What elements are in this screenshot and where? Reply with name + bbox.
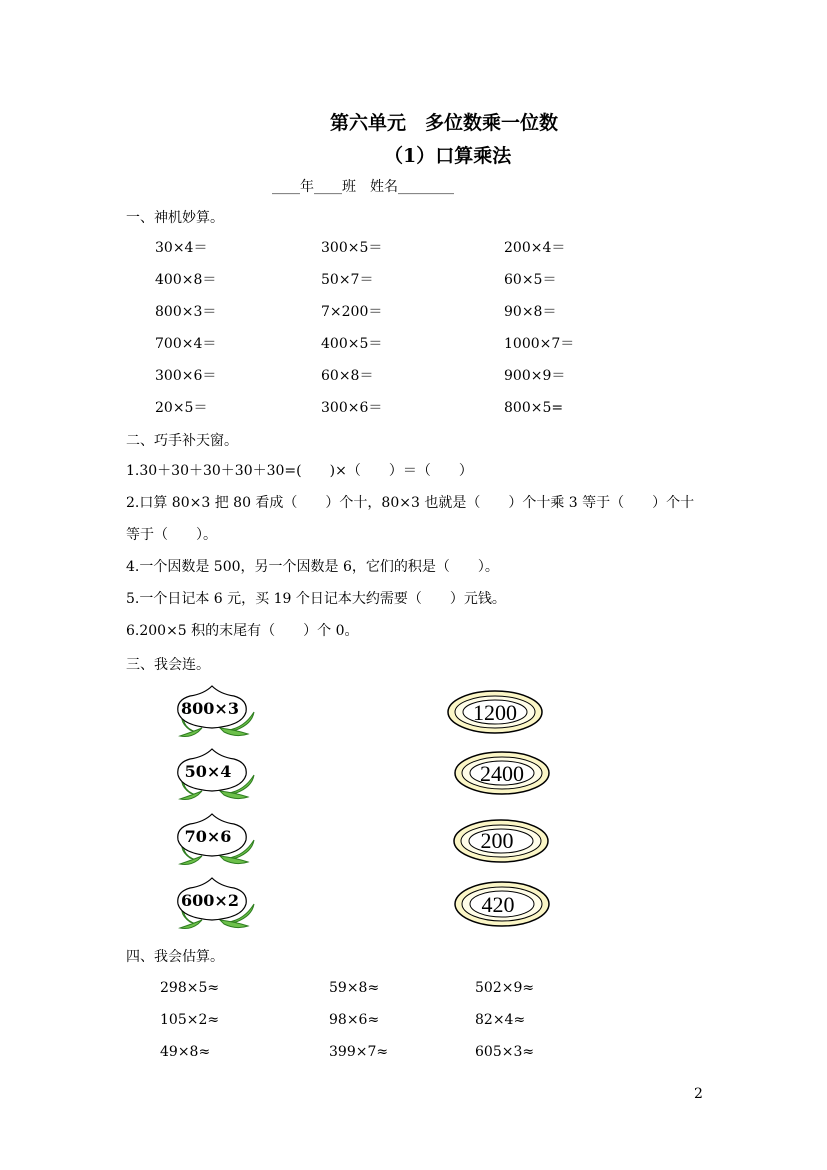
problem: 400×5＝: [321, 336, 383, 352]
estimate-problem: 49×8≈: [160, 1044, 211, 1060]
estimate-problem: 82×4≈: [475, 1012, 526, 1028]
page-subtitle: （1）口算乘法: [384, 145, 512, 167]
estimate-problem: 399×7≈: [329, 1044, 389, 1060]
peach-card[interactable]: [168, 682, 258, 738]
fill-blank-item: 6.200×5 积的末尾有（ ）个 0。: [126, 623, 359, 639]
section1-heading: 一、神机妙算。: [126, 210, 224, 226]
peach-label: 600×2: [181, 891, 239, 910]
problem: 900×9＝: [504, 368, 566, 384]
fill-blank-item: 2.口算 80×3 把 80 看成（ ）个十，80×3 也就是（ ）个十乘 3 等于（ ）个十: [126, 495, 695, 511]
plate-label: 1200: [473, 700, 517, 725]
section3-heading: 三、我会连。: [126, 657, 210, 673]
estimate-problem: 59×8≈: [329, 980, 380, 996]
problem: 800×3＝: [155, 304, 217, 320]
plate-icon: [453, 880, 551, 928]
problem: 90×8＝: [504, 304, 557, 320]
fill-blank-item: 1.30＋30＋30＋30＋30=( )×（ ）＝（ ）: [126, 463, 473, 479]
plate-label: 200: [480, 828, 514, 853]
estimate-problem: 298×5≈: [160, 980, 220, 996]
peach-label: 70×6: [184, 827, 232, 846]
fill-blank-item: 等于（ ）。: [126, 527, 217, 543]
section4-heading: 四、我会估算。: [126, 949, 224, 965]
peach-label: 800×3: [181, 699, 239, 718]
peach-label: 50×4: [184, 762, 232, 781]
problem: 300×5＝: [321, 240, 383, 256]
class-name-line: ____年____班 姓名________: [272, 179, 454, 195]
estimate-problem: 98×6≈: [329, 1012, 380, 1028]
estimate-problem: 605×3≈: [475, 1044, 535, 1060]
problem: 300×6＝: [155, 368, 217, 384]
problem: 1000×7＝: [504, 336, 575, 352]
peach-card[interactable]: [168, 745, 258, 801]
peach-card[interactable]: [168, 874, 258, 930]
fill-blank-item: 4.一个因数是 500，另一个因数是 6，它们的积是（ ）。: [126, 559, 499, 575]
problem: 7×200＝: [321, 304, 383, 320]
section2-heading: 二、巧手补天窗。: [126, 433, 238, 449]
plate-label: 2400: [480, 761, 524, 786]
problem: 60×5＝: [504, 272, 557, 288]
problem: 50×7＝: [321, 272, 374, 288]
page-number: 2: [694, 1086, 703, 1102]
peach-icon: [168, 810, 258, 866]
peach-card[interactable]: [168, 810, 258, 866]
peach-icon: [168, 745, 258, 801]
plate-card[interactable]: [453, 880, 551, 928]
plate-icon: [453, 750, 551, 796]
peach-icon: [168, 874, 258, 930]
problem: 400×8＝: [155, 272, 217, 288]
fill-blank-item: 5.一个日记本 6 元，买 19 个日记本大约需要（ ）元钱。: [126, 591, 506, 607]
page-title: 第六单元 多位数乘一位数: [330, 112, 559, 134]
plate-icon: [446, 689, 544, 735]
problem: 200×4＝: [504, 240, 566, 256]
peach-icon: [168, 682, 258, 738]
problem: 800×5=: [504, 400, 564, 416]
problem: 700×4＝: [155, 336, 217, 352]
problem: 30×4＝: [155, 240, 208, 256]
plate-icon: [452, 818, 550, 864]
problem: 20×5＝: [155, 400, 208, 416]
estimate-problem: 105×2≈: [160, 1012, 220, 1028]
plate-card[interactable]: [453, 750, 551, 796]
estimate-problem: 502×9≈: [475, 980, 535, 996]
plate-card[interactable]: [446, 689, 544, 735]
plate-card[interactable]: [452, 818, 550, 864]
plate-label: 420: [481, 892, 515, 917]
problem: 300×6＝: [321, 400, 383, 416]
problem: 60×8＝: [321, 368, 374, 384]
